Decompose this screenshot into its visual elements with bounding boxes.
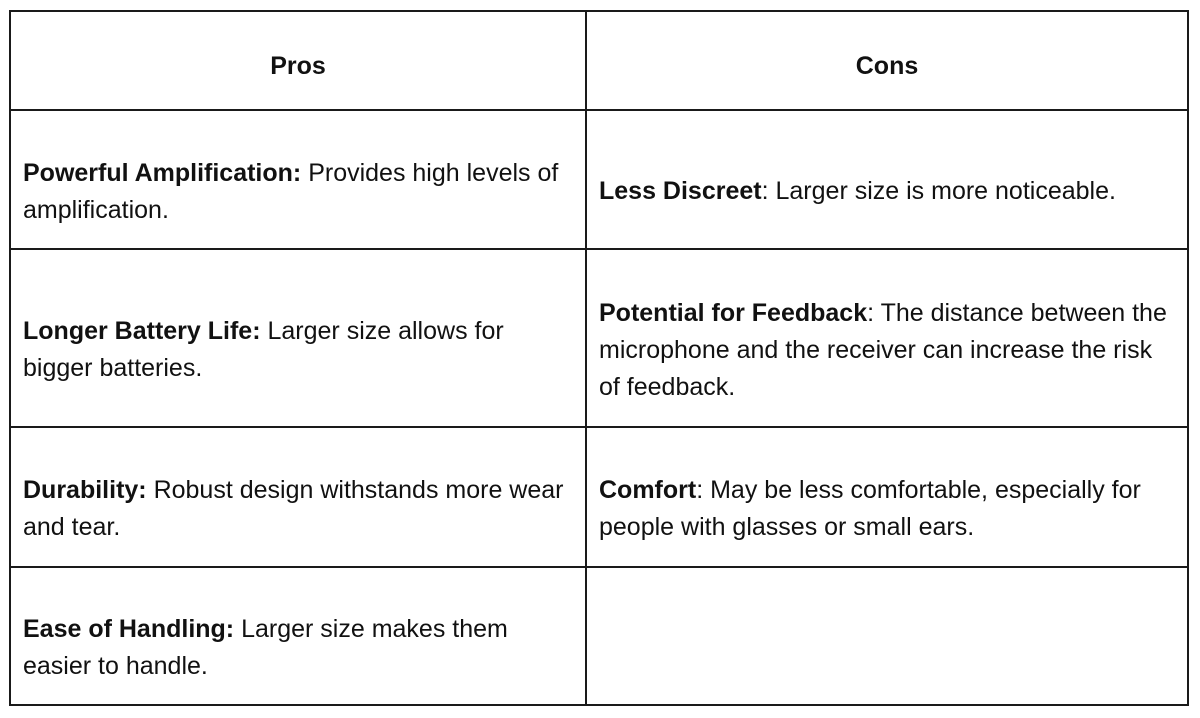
pros-header: Pros	[10, 11, 586, 110]
con-term: Potential for Feedback	[599, 298, 868, 327]
table-row	[10, 427, 1188, 567]
pro-term: Longer Battery Life:	[23, 317, 261, 345]
table-row	[10, 110, 1188, 249]
pro-cell	[10, 567, 586, 705]
pro-term: Ease of Handling:	[23, 615, 235, 643]
con-text: : Larger size is more noticeable.	[761, 177, 1116, 205]
pro-cell	[10, 249, 586, 427]
cons-header: Cons	[586, 11, 1188, 110]
pro-text: Robust design withstands more wear and tear.	[23, 476, 564, 541]
table-row	[10, 249, 1188, 427]
table-row	[10, 567, 1188, 705]
pros-cons-table	[9, 10, 1189, 706]
con-cell	[586, 249, 1188, 427]
pro-cell	[10, 110, 586, 249]
con-cell	[586, 110, 1188, 249]
con-cell	[586, 427, 1188, 567]
pro-term: Durability:	[23, 476, 147, 504]
con-text: : May be less comfortable, especially for people with glasses or small ears.	[599, 476, 1141, 541]
pro-term: Powerful Amplification:	[23, 158, 302, 187]
con-cell-empty	[586, 567, 1188, 705]
pro-text: Larger size allows for bigger batteries.	[23, 317, 504, 382]
header-row	[10, 11, 1188, 110]
pro-text: Provides high levels of amplification.	[23, 158, 559, 224]
pro-text: Larger size makes them easier to handle.	[23, 615, 508, 680]
con-text: : The distance between the microphone and the receiver can increase the risk of feedback.	[599, 298, 1167, 401]
con-term: Less Discreet	[599, 177, 762, 205]
con-term: Comfort	[599, 476, 697, 504]
pro-cell	[10, 427, 586, 567]
